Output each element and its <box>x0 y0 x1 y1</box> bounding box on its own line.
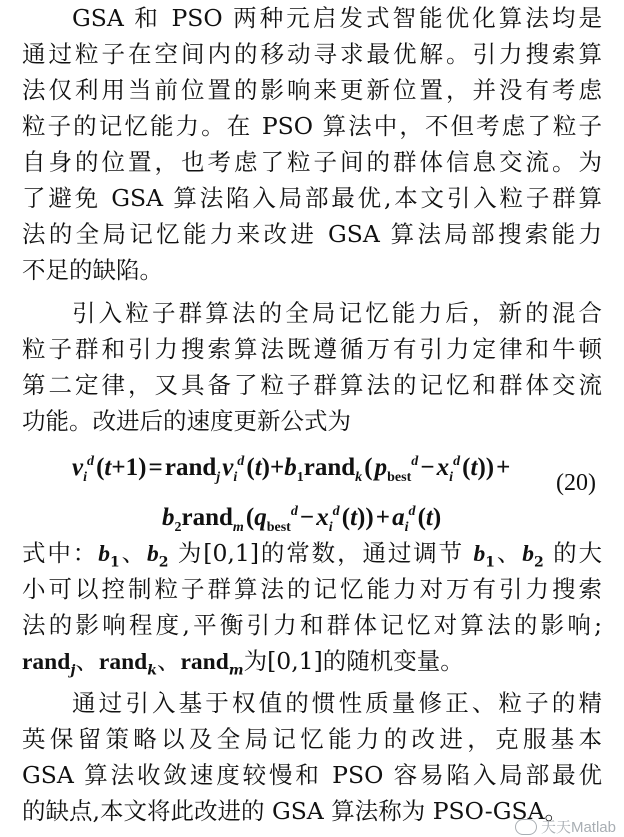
p2-line-3: 第二定律，又具备了粒子群算法的记忆和群体交流 <box>22 371 602 399</box>
equation-line-2: $b_2rand_m$ ($q_{best}^d$ − $x_i^d$ (t)) + $a_i^d$ (t) <box>162 504 442 535</box>
p3-line-4: rand$_j$、rand$_k$、rand$_m$为[0,1]的随机变量。 <box>22 647 464 679</box>
p1-line-7: 法的全局记忆能力来改进 GSA 算法局部搜索能力 <box>22 220 602 248</box>
p4-line-4: 的缺点,本文将此改进的 GSA 算法称为 PSO-GSA。 <box>22 797 569 825</box>
equation-number: (20) <box>556 470 596 496</box>
p1-line-4: 粒子的记忆能力。在 PSO 算法中，不但考虑了粒子 <box>22 112 602 140</box>
p1-line-1: GSA 和 PSO 两种元启发式智能优化算法均是 <box>72 4 602 32</box>
p2-line-1: 引入粒子群算法的全局记忆能力后，新的混合 <box>72 299 602 327</box>
p2-line-4: 功能。改进后的速度更新公式为 <box>22 407 351 435</box>
p3-line-3: 法的影响程度,平衡引力和群体记忆对算法的影响; <box>22 611 602 639</box>
p1-line-2: 通过粒子在空间内的移动寻求最优解。引力搜索算 <box>22 40 602 68</box>
p4-line-2: 英保留策略以及全局记忆能力的改进，克服基本 <box>22 725 602 753</box>
p1-line-8: 不足的缺陷。 <box>22 256 163 284</box>
watermark <box>515 816 616 837</box>
p3-line-2: 小可以控制粒子群算法的记忆能力对万有引力搜索 <box>22 575 602 603</box>
p1-line-6: 了避免 GSA 算法陷入局部最优,本文引入粒子群算 <box>22 184 602 212</box>
wechat-logo-icon <box>515 819 537 835</box>
p4-line-1: 通过引入基于权值的惯性质量修正、粒子的精 <box>72 689 602 717</box>
p1-line-5: 自身的位置，也考虑了粒子间的群体信息交流。为 <box>22 148 602 176</box>
equation-line-1: $v_i^d$ (t+1) = rand$_j$ $v_i^d$ $(t)+b_1rand_k$ ( $p_{best}^d$ − $x_i^d$ (t)) + <box>72 454 511 485</box>
p1-line-3: 法仅利用当前位置的影响来更新位置，并没有考虑 <box>22 76 602 104</box>
p3-line-1: 式中：$b_1$、$b_2$ 为[0,1]的常数，通过调节 $b_1$、$b_2$ 的大 <box>22 539 602 571</box>
watermark-text: 天天Matlab <box>540 819 616 836</box>
p2-line-2: 粒子群和引力搜索算法既遵循万有引力定律和牛顿 <box>22 335 602 363</box>
p4-line-3: GSA 算法收敛速度较慢和 PSO 容易陷入局部最优 <box>22 761 602 789</box>
